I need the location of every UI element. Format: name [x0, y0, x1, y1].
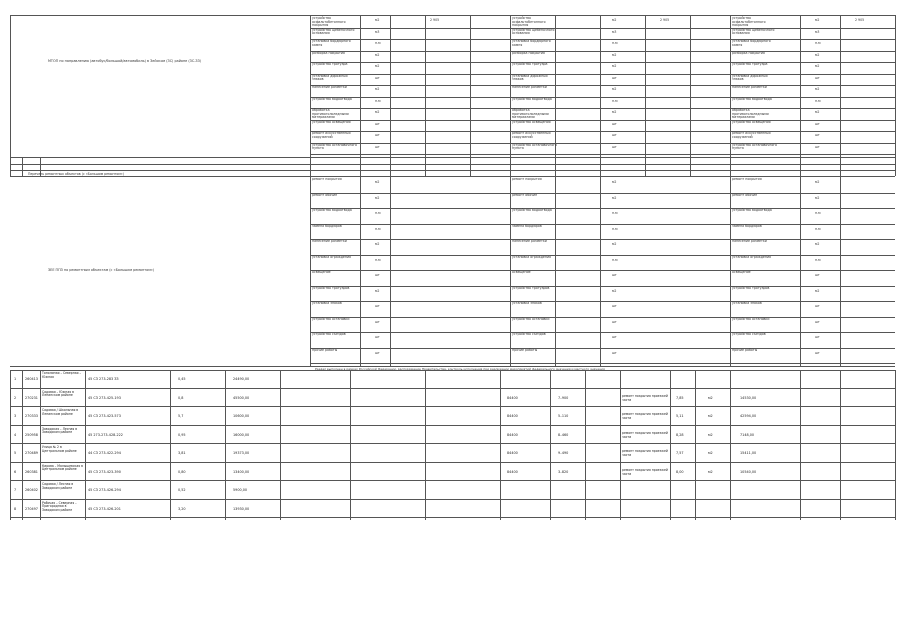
- rule: [10, 170, 895, 171]
- spec-name: ремонт покрытия: [312, 177, 342, 181]
- spec-unit: м3: [375, 29, 380, 34]
- row-number: 8: [14, 506, 17, 511]
- row-code: 250958: [25, 432, 38, 437]
- spec-name: устройство асфальтобетонного покрытия: [732, 16, 766, 28]
- spec-name: прочие работы: [312, 347, 338, 352]
- rule: [310, 363, 895, 364]
- spec-unit: п.м: [612, 226, 618, 231]
- row-code: 260402: [25, 488, 38, 493]
- row-code: 260381: [25, 469, 38, 474]
- spec-name: ремонт покрытия: [732, 177, 762, 181]
- spec-name: устройство водоотвода: [512, 208, 552, 212]
- table-row: [0, 500, 905, 519]
- row-code: 260413: [25, 377, 38, 382]
- spec-unit: м2: [612, 52, 617, 57]
- row-unit: м2: [708, 469, 713, 474]
- row-sum: 13930,00: [233, 506, 250, 511]
- row-code: 270497: [25, 506, 38, 511]
- rule: [840, 176, 841, 366]
- spec-unit: м2: [612, 180, 617, 184]
- spec-unit: п.м: [375, 98, 381, 103]
- spec-name: установка знаков: [512, 301, 542, 305]
- spec-name: устройство водоотвода: [732, 208, 772, 212]
- rule: [310, 255, 895, 256]
- spec-unit: м2: [375, 180, 380, 184]
- row-number: 1: [14, 377, 17, 382]
- row-length: 0,45: [178, 377, 186, 382]
- spec-name: устройство асфальтобетонного покрытия: [512, 16, 546, 28]
- spec-unit: м2: [612, 64, 617, 68]
- rule: [310, 28, 895, 29]
- spec-unit: м2: [612, 288, 617, 293]
- spec-unit: м2: [815, 110, 820, 114]
- row-total: 15411,00: [740, 451, 757, 456]
- spec-name: установка ограждения: [512, 254, 551, 259]
- spec-value: 2 905: [430, 18, 440, 22]
- spec-unit: п.м: [612, 211, 618, 215]
- spec-unit: шт: [375, 133, 380, 137]
- spec-name: ремонт обочин: [512, 192, 538, 197]
- rule: [310, 51, 895, 52]
- rule: [310, 176, 311, 366]
- table-row: [0, 481, 905, 500]
- row-length: 3,20: [178, 506, 186, 511]
- spec-unit: м3: [815, 29, 820, 34]
- spec-name: установка знаков: [312, 301, 342, 305]
- spec-name: устройство щебеночного основания: [312, 27, 355, 36]
- spec-name: установка ограждения: [312, 254, 351, 259]
- row-unit: м2: [708, 395, 713, 400]
- spec-name: разборка покрытия: [512, 50, 545, 55]
- spec-name: освещение: [732, 270, 751, 274]
- row-length: 0,8: [178, 395, 184, 400]
- rule: [310, 131, 895, 132]
- row-code-2: 3–820: [558, 469, 569, 474]
- row-name: Заводская – Лесная в Заводском районе: [42, 426, 78, 435]
- spec-name: нанесение разметки: [732, 239, 767, 243]
- rule: [360, 176, 361, 366]
- spec-name: установка бордюрного камня: [512, 39, 551, 47]
- table-row: [0, 426, 905, 445]
- row-registry: 45 273-273-428-222: [88, 432, 123, 437]
- row-qty: 7,57: [676, 451, 684, 456]
- row-code-1: 84400: [507, 469, 518, 474]
- spec-unit: шт: [612, 75, 617, 80]
- rule: [310, 301, 895, 302]
- spec-name: устройство съездов: [312, 332, 346, 336]
- row-code-1: 84400: [507, 414, 518, 419]
- rule: [730, 176, 731, 366]
- spec-name: установка бордюрного камня: [312, 39, 351, 47]
- row-sum: 19373,00: [233, 451, 250, 456]
- row-name: Тополиная – Северная – Южная: [42, 371, 82, 379]
- rule: [310, 286, 895, 287]
- rule: [600, 176, 601, 366]
- row-code: 270333: [25, 414, 38, 419]
- section-label: ЗЕЕ ППЗ по ремонтным объектам (с «Большим ремонтом»): [48, 268, 155, 272]
- row-total: 42594,00: [740, 414, 757, 419]
- rule: [310, 108, 895, 109]
- spec-name: устройство тротуара: [732, 62, 768, 66]
- spec-unit: м2: [815, 195, 820, 200]
- spec-name: нанесение разметки: [732, 85, 767, 89]
- row-sum: 45500,00: [233, 395, 250, 400]
- rule: [10, 176, 895, 177]
- table-row: [0, 444, 905, 463]
- spec-unit: шт: [375, 121, 380, 126]
- rule: [310, 120, 895, 121]
- rule: [310, 239, 895, 240]
- spec-name: устройство тротуара: [512, 62, 548, 66]
- spec-unit: м2: [612, 242, 617, 246]
- spec-unit: п.м: [815, 257, 821, 262]
- row-registry: 45 СЗ 273-283 ЗЗ: [88, 377, 119, 382]
- rule: [310, 208, 895, 209]
- spec-unit: шт: [815, 335, 820, 339]
- row-sum: 5900,00: [233, 488, 248, 493]
- spec-name: устройство остановки: [732, 316, 770, 321]
- spec-unit: шт: [612, 304, 617, 308]
- row-qty: 8,28: [676, 432, 684, 437]
- spec-unit: м2: [612, 18, 617, 22]
- row-code-2: 8–460: [558, 432, 569, 437]
- rule: [310, 154, 895, 155]
- spec-unit: шт: [375, 273, 380, 277]
- spec-unit: п.м: [612, 98, 618, 103]
- spec-name: замена бордюров: [512, 223, 542, 228]
- row-qty: 7,85: [676, 395, 684, 400]
- spec-name: нанесение разметки: [512, 85, 547, 89]
- spec-name: устройство щебеночного основания: [512, 27, 555, 36]
- row-length: 0,52: [178, 488, 186, 493]
- spec-unit: шт: [375, 75, 380, 80]
- spec-unit: шт: [815, 121, 820, 126]
- spec-unit: шт: [815, 319, 820, 324]
- rule: [10, 157, 895, 158]
- spec-name: устройство остановки: [512, 316, 550, 321]
- table-row: [0, 389, 905, 408]
- row-name: Улица № 2 в Центральном районе: [42, 445, 77, 453]
- rule: [10, 15, 895, 16]
- row-code-1: 84400: [507, 432, 518, 437]
- spec-name: прочие работы: [732, 347, 758, 352]
- spec-unit: м2: [815, 242, 820, 246]
- rule: [310, 332, 895, 333]
- row-unit: м2: [708, 432, 713, 437]
- row-length: 0,95: [178, 432, 186, 437]
- spec-name: замена бордюров: [312, 223, 342, 228]
- spec-name: устройство тротуаров: [312, 285, 350, 290]
- row-number: 6: [14, 469, 17, 474]
- spec-unit: м2: [815, 288, 820, 293]
- spec-unit: шт: [815, 133, 820, 137]
- row-qty: 8,00: [676, 469, 684, 474]
- spec-unit: м2: [375, 242, 380, 246]
- row-registry: 45 СЗ 273-426-294: [88, 488, 121, 493]
- spec-unit: м2: [375, 288, 380, 293]
- row-number: 2: [14, 395, 17, 400]
- row-registry: 45 СЗ 273-423-390: [88, 469, 121, 474]
- row-registry: 45 СЗ 273-425-193: [88, 395, 121, 400]
- spec-name: устройство съездов: [512, 332, 546, 336]
- spec-name: установка дорожных знаков: [732, 73, 768, 82]
- row-work: ремонт покрытия проезжей части: [622, 430, 668, 439]
- spec-name: устройство тротуаров: [512, 285, 550, 290]
- row-code-1: 84400: [507, 451, 518, 456]
- spec-unit: п.м: [375, 257, 381, 262]
- row-name: Садовая / Школьная в Ленинском районе: [42, 408, 79, 416]
- spec-unit: шт: [375, 319, 380, 324]
- spec-name: нанесение разметки: [312, 239, 347, 243]
- spec-name: ремонт покрытия: [512, 177, 542, 181]
- spec-unit: шт: [612, 133, 617, 137]
- spec-name: обработка противогололедными материалами: [312, 108, 349, 120]
- rule: [10, 517, 895, 518]
- row-sum: 10600,00: [233, 414, 250, 419]
- row-name: Кирова – Малышевская в Центральном районе: [42, 463, 83, 472]
- spec-unit: шт: [815, 350, 820, 355]
- spec-name: освещение: [512, 270, 531, 274]
- row-registry: 44 СЗ 273-422-294: [88, 451, 121, 456]
- spec-unit: м2: [375, 18, 380, 22]
- rule: [800, 176, 801, 366]
- rule: [310, 193, 895, 194]
- spec-name: устройство остановочного пункта: [512, 142, 557, 151]
- spec-name: установка дорожных знаков: [312, 73, 348, 82]
- rule: [310, 97, 895, 98]
- spec-name: устройство водоотвода: [312, 96, 352, 101]
- rule: [310, 85, 895, 86]
- spec-name: ремонт обочин: [312, 192, 338, 197]
- spec-name: замена бордюров: [732, 223, 762, 228]
- spec-name: устройство асфальтобетонного покрытия: [312, 16, 346, 28]
- spec-name: установка бордюрного камня: [732, 39, 771, 47]
- spec-unit: п.м: [815, 98, 821, 103]
- row-code: 270489: [25, 451, 38, 456]
- row-length: 0,80: [178, 469, 186, 474]
- spec-name: устройство щебеночного основания: [732, 27, 775, 36]
- row-registry: 45 СЗ 273-423-573: [88, 414, 121, 419]
- spec-unit: м3: [612, 29, 617, 34]
- spec-name: ремонт искусственных сооружений: [732, 131, 771, 139]
- spec-unit: м2: [612, 110, 617, 114]
- section-label: Перечень ремонтных объектов (с «Большим ремонтом»): [28, 172, 124, 176]
- row-work: ремонт покрытия проезжей части: [622, 412, 668, 421]
- spec-name: обработка противогололедными материалами: [512, 108, 549, 120]
- spec-name: установка ограждения: [732, 254, 771, 259]
- footer-note: Раздел выполнен в рамках Российской Федерации, распоряжение Правительства, контроль исполнения при реализации мероприятий федерального значения и местного значения: [315, 367, 605, 371]
- spec-name: устройство остановочного пункта: [312, 142, 357, 151]
- row-code-2: 5–110: [558, 414, 569, 419]
- spec-unit: шт: [375, 304, 380, 308]
- spec-unit: м2: [612, 87, 617, 91]
- row-name: Рабочая – Северная – Пригородная в Заводском районе: [42, 500, 77, 512]
- row-code-2: 7–900: [558, 395, 569, 400]
- spec-unit: шт: [612, 319, 617, 324]
- rule: [390, 176, 391, 366]
- rule: [310, 62, 895, 63]
- spec-unit: п.м: [815, 226, 821, 231]
- row-number: 7: [14, 488, 17, 493]
- row-code-2: 9–490: [558, 451, 569, 456]
- spec-name: освещение: [312, 270, 331, 274]
- spec-value: 2 905: [855, 18, 865, 22]
- spec-name: разборка покрытия: [732, 50, 765, 55]
- spec-unit: м2: [375, 52, 380, 57]
- spec-value: 2 905: [660, 18, 670, 22]
- spec-unit: шт: [815, 273, 820, 277]
- spec-unit: м2: [815, 18, 820, 22]
- row-unit: м2: [708, 414, 713, 419]
- spec-unit: шт: [375, 350, 380, 355]
- row-total: 14530,00: [740, 395, 757, 400]
- row-number: 5: [14, 451, 17, 456]
- spec-name: устройство водоотвода: [512, 96, 552, 101]
- spec-unit: м2: [375, 87, 380, 91]
- spec-name: устройство водоотвода: [732, 96, 772, 101]
- spec-name: устройство водоотвода: [312, 208, 352, 212]
- spec-unit: шт: [612, 350, 617, 355]
- spec-name: ремонт искусственных сооружений: [512, 131, 551, 139]
- rule: [310, 143, 895, 144]
- rule: [895, 15, 896, 176]
- spec-unit: м2: [815, 64, 820, 68]
- row-name: Садовая – Южная в Ленинском районе: [42, 389, 74, 398]
- table-row: [0, 407, 905, 426]
- row-unit: м2: [708, 451, 713, 456]
- row-work: ремонт покрытия проезжей части: [622, 449, 668, 458]
- spec-unit: м2: [375, 64, 380, 68]
- spec-unit: шт: [612, 335, 617, 339]
- table-row: [0, 463, 905, 482]
- rule: [10, 15, 11, 176]
- row-total: 10540,00: [740, 469, 757, 474]
- spec-unit: п.м: [815, 211, 821, 215]
- row-code-1: 84400: [507, 395, 518, 400]
- spec-name: установка знаков: [732, 301, 762, 305]
- spec-name: устройство остановки: [312, 316, 350, 321]
- row-name: Садовая / Лесная в Заводском районе: [42, 482, 74, 490]
- spec-unit: шт: [375, 144, 380, 149]
- spec-unit: м2: [375, 110, 380, 114]
- spec-name: обработка противогололедными материалами: [732, 108, 769, 120]
- spec-unit: шт: [612, 144, 617, 149]
- rule: [310, 39, 895, 40]
- rule: [310, 348, 895, 349]
- rule: [510, 176, 511, 366]
- spec-name: прочие работы: [512, 347, 538, 352]
- spec-name: устройство тротуара: [312, 62, 348, 66]
- rule: [310, 224, 895, 225]
- spec-name: ремонт искусственных сооружений: [312, 131, 351, 139]
- row-sum: 13400,00: [233, 469, 250, 474]
- spec-unit: м2: [815, 52, 820, 57]
- spec-unit: шт: [612, 273, 617, 277]
- spec-unit: шт: [815, 75, 820, 80]
- spec-name: устройство тротуаров: [732, 285, 770, 290]
- spec-unit: шт: [815, 144, 820, 149]
- spec-unit: п.м: [612, 41, 618, 45]
- row-number: 3: [14, 414, 17, 419]
- spec-name: установка дорожных знаков: [512, 73, 548, 82]
- spec-name: устройство съездов: [732, 332, 766, 336]
- spec-name: нанесение разметки: [512, 239, 547, 243]
- rule: [22, 157, 23, 176]
- row-qty: 5,11: [676, 414, 684, 419]
- rule: [310, 317, 895, 318]
- row-code: 270231: [25, 395, 38, 400]
- spec-unit: п.м: [375, 226, 381, 231]
- spec-unit: п.м: [375, 211, 381, 215]
- row-work: ремонт покрытия проезжей части: [622, 467, 668, 476]
- spec-unit: п.м: [815, 41, 821, 45]
- spec-unit: м2: [612, 195, 617, 200]
- row-length: 5,7: [178, 414, 184, 419]
- spec-unit: м2: [815, 87, 820, 91]
- spec-name: устройство освещения: [512, 119, 551, 124]
- section-label: МТОП по направлению (автобус/большой/автомобиль) в Зейском (ЗС) районе (ЗС-ЗЗ): [48, 59, 202, 63]
- spec-name: нанесение разметки: [312, 85, 347, 89]
- row-registry: 45 СЗ 273-426-201: [88, 506, 121, 511]
- rule: [10, 164, 895, 165]
- spec-name: разборка покрытия: [312, 50, 345, 55]
- spec-unit: шт: [815, 304, 820, 308]
- spec-unit: п.м: [375, 41, 381, 45]
- row-sum: 24490,00: [233, 377, 250, 382]
- row-sum: 16000,00: [233, 432, 250, 437]
- spec-name: ремонт обочин: [732, 192, 758, 197]
- spec-unit: м2: [815, 180, 820, 184]
- spec-name: устройство освещения: [312, 119, 351, 124]
- spec-unit: м2: [375, 195, 380, 200]
- rule: [310, 270, 895, 271]
- row-length: 3,81: [178, 451, 186, 456]
- rule: [310, 74, 895, 75]
- spec-unit: шт: [375, 335, 380, 339]
- row-work: ремонт покрытия проезжей части: [622, 393, 668, 402]
- spec-name: устройство освещения: [732, 119, 771, 124]
- spec-name: устройство остановочного пункта: [732, 142, 777, 151]
- spec-unit: шт: [612, 121, 617, 126]
- row-number: 4: [14, 432, 17, 437]
- row-total: 7148,00: [740, 432, 755, 437]
- spec-unit: п.м: [612, 257, 618, 262]
